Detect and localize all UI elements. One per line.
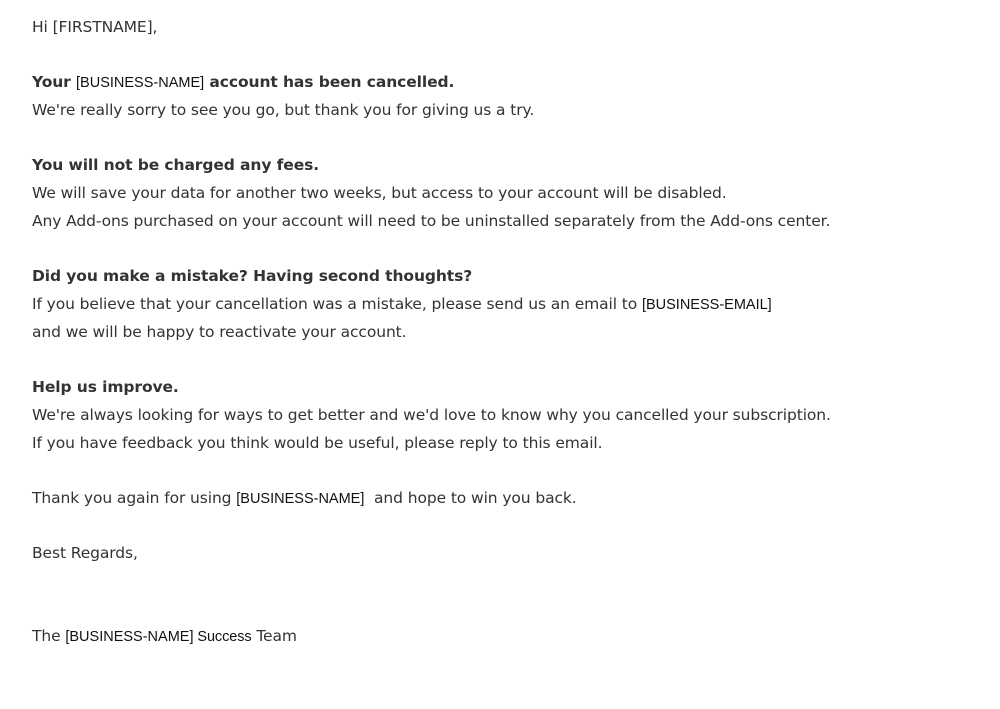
cancelled-body: We're really sorry to see you go, but thank you for giving us a try. xyxy=(32,101,535,119)
mistake-line-2: and we will be happy to reactivate your account. xyxy=(32,323,407,341)
business-email-placeholder: [BUSINESS-EMAIL] xyxy=(641,297,772,313)
cancelled-heading xyxy=(32,68,982,96)
business-name-placeholder: [BUSINESS-NAME] xyxy=(76,75,205,91)
thanks-line xyxy=(32,484,982,512)
improve-line-2: If you have feedback you think would be useful, please reply to this email. xyxy=(32,434,603,452)
greeting-prefix: Hi xyxy=(32,18,53,36)
signature-line xyxy=(32,622,982,650)
mistake-line-1-text: If you believe that your cancellation was a mistake, please send us an email to xyxy=(32,295,642,313)
firstname-placeholder: [FIRSTNAME] xyxy=(52,18,153,36)
thanks-pre: Thank you again for using xyxy=(32,489,237,507)
signature-pre: The xyxy=(32,627,66,645)
fees-line-1: We will save your data for another two weeks, but access to your account will be disabled. xyxy=(32,184,727,202)
mistake-heading: Did you make a mistake? Having second thoughts? xyxy=(32,267,473,285)
cancelled-heading-post: account has been cancelled. xyxy=(204,73,455,91)
signature-team: Team xyxy=(251,627,297,645)
improve-line-1: We're always looking for ways to get better and we'd love to know why you cancelled your subscription. xyxy=(32,406,831,424)
greeting-line xyxy=(32,13,982,41)
thanks-post: and hope to win you back. xyxy=(364,489,577,507)
fees-heading: You will not be charged any fees. xyxy=(32,156,320,174)
fees-line-2: Any Add-ons purchased on your account will need to be uninstalled separately from the Add-ons center. xyxy=(32,212,831,230)
business-name-placeholder: [BUSINESS-NAME] xyxy=(65,629,194,645)
mistake-line-1 xyxy=(32,290,982,318)
business-name-placeholder: [BUSINESS-NAME] xyxy=(236,491,365,507)
email-body xyxy=(32,13,982,650)
greeting-suffix: , xyxy=(152,18,158,36)
closing-line: Best Regards, xyxy=(32,544,138,562)
cancelled-heading-pre: Your xyxy=(32,73,77,91)
improve-heading: Help us improve. xyxy=(32,378,179,396)
signature-success: Success xyxy=(193,629,252,645)
